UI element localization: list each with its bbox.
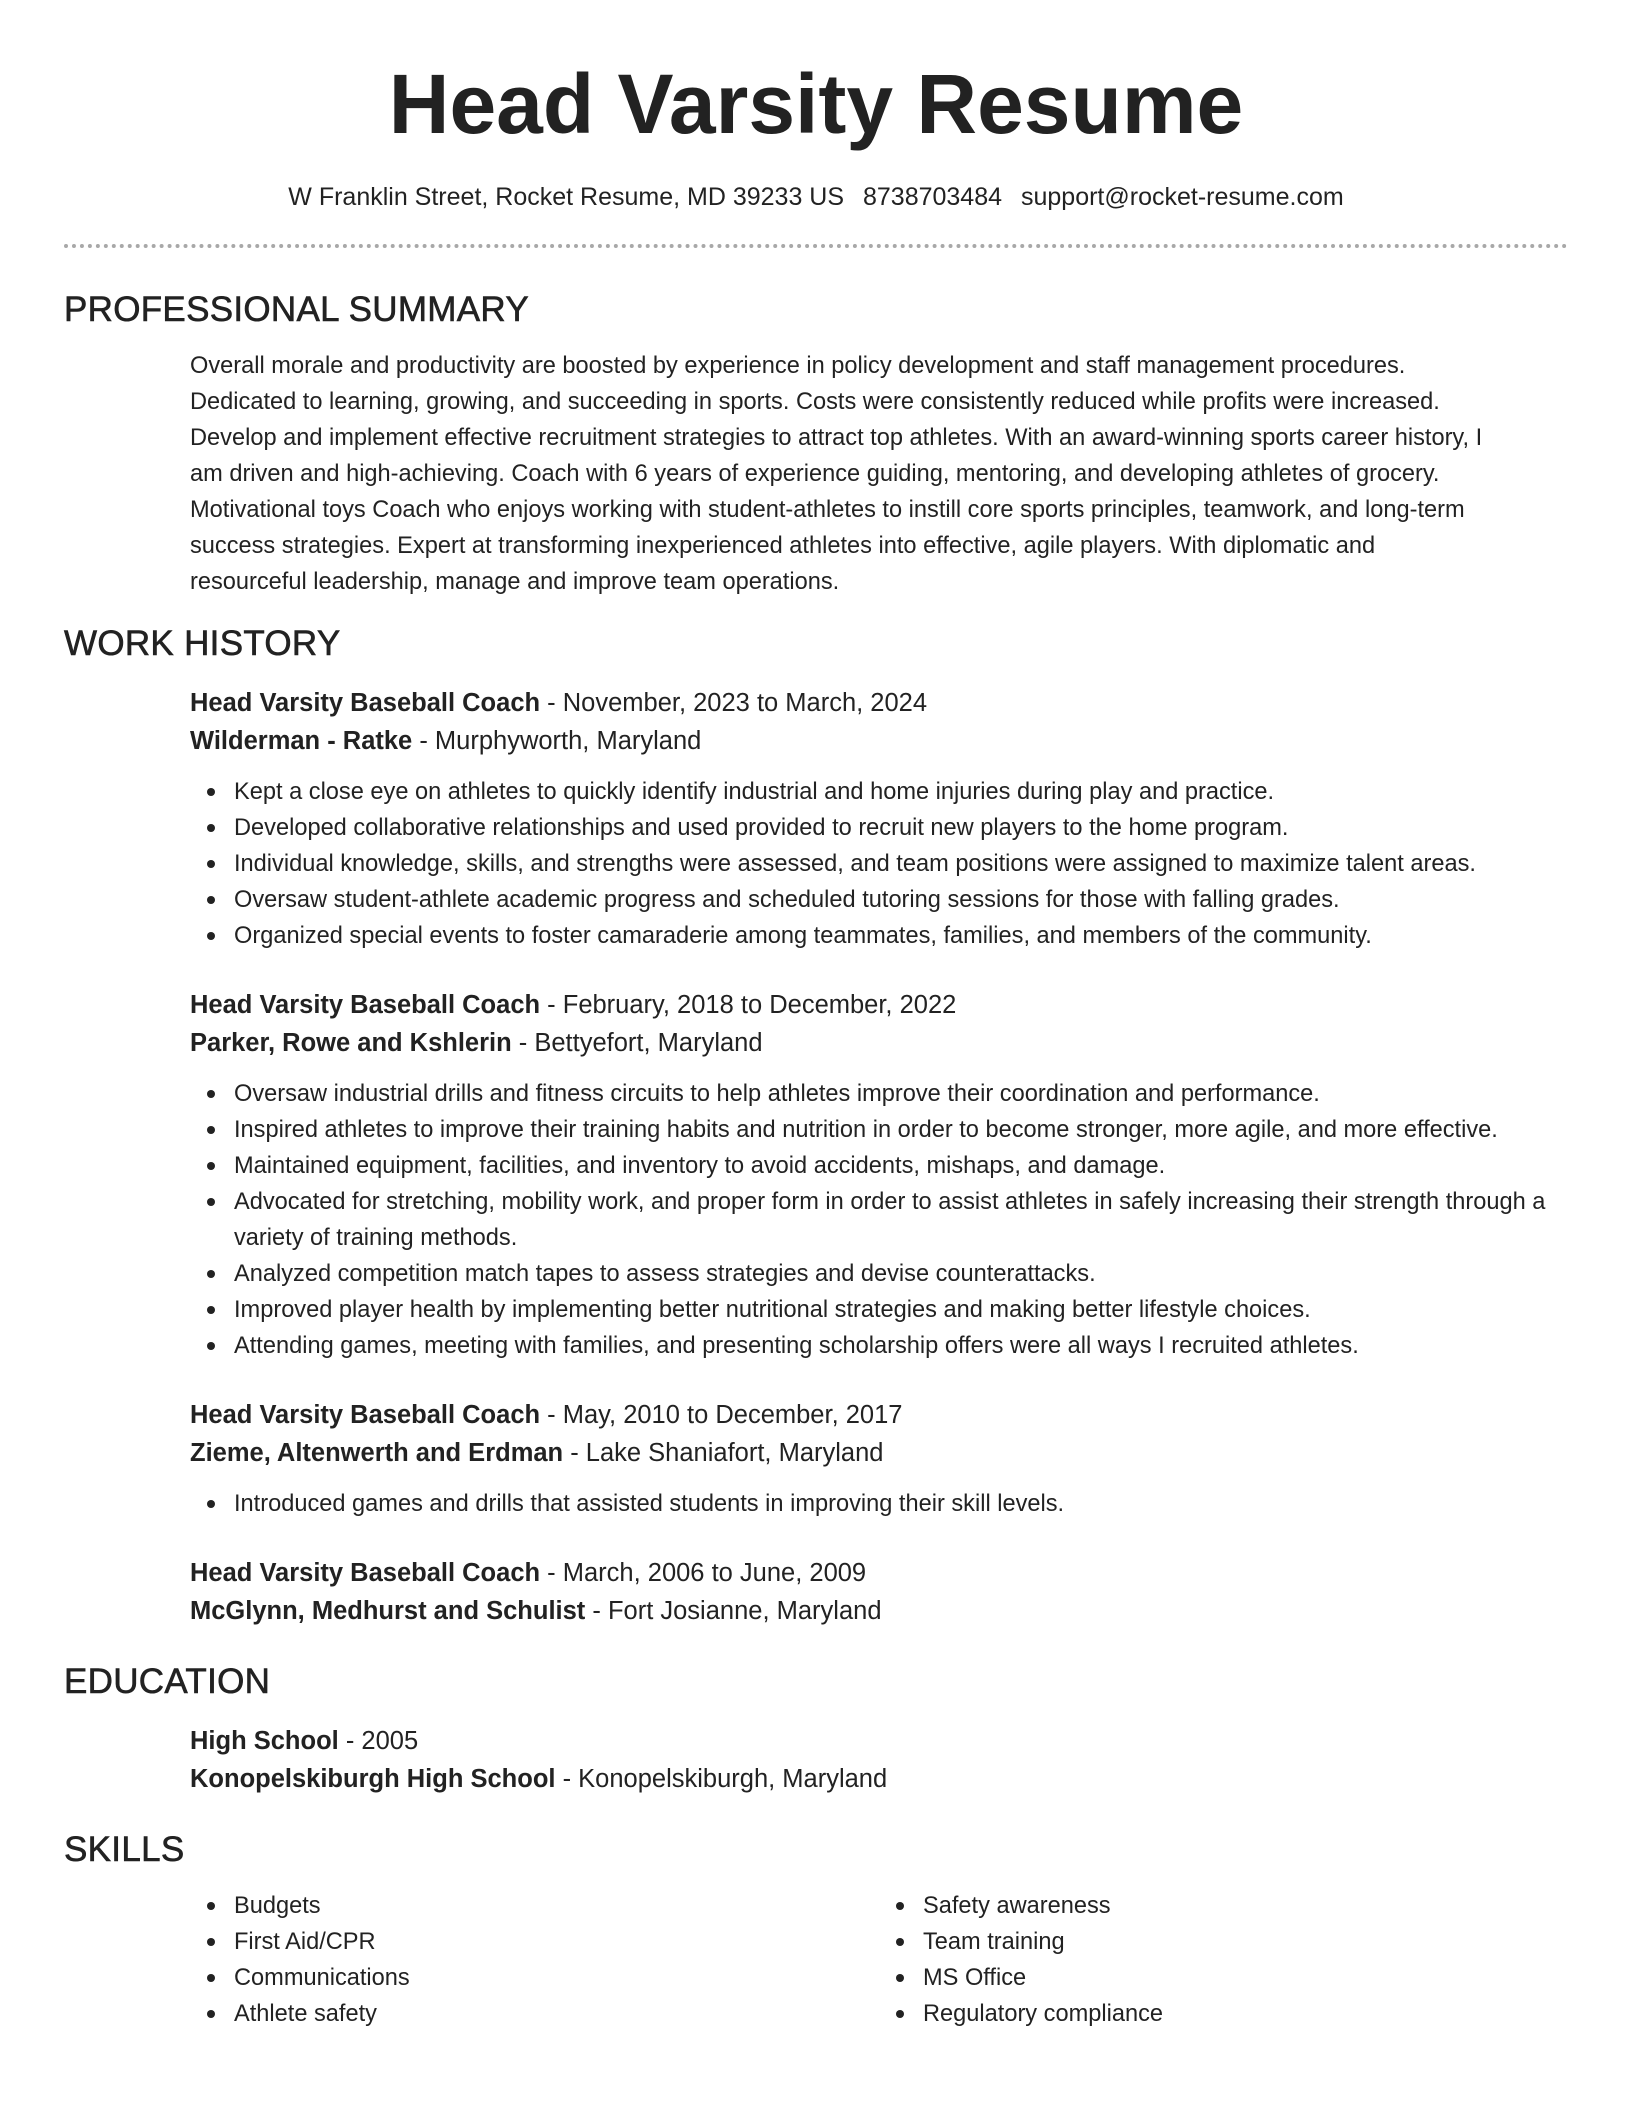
header-divider bbox=[64, 244, 1568, 248]
job-location: - Fort Josianne, Maryland bbox=[585, 1597, 882, 1625]
job-company: Parker, Rowe and Kshlerin bbox=[190, 1029, 512, 1057]
job-title: Head Varsity Baseball Coach bbox=[190, 1401, 541, 1429]
skill-item: Regulatory compliance bbox=[923, 1996, 1568, 2032]
education-location: - Konopelskiburgh, Maryland bbox=[555, 1765, 888, 1793]
job-bullet: Maintained equipment, facilities, and inventory to avoid accidents, mishaps, and damage. bbox=[234, 1148, 1568, 1184]
job-bullet: Oversaw industrial drills and fitness circuits to help athletes improve their coordination and performance. bbox=[234, 1076, 1568, 1112]
contact-phone: 8738703484 bbox=[862, 183, 1003, 211]
job-location: - Lake Shaniafort, Maryland bbox=[563, 1439, 884, 1467]
skills-section-title: SKILLS bbox=[64, 1830, 185, 1869]
job-dates: - February, 2018 to December, 2022 bbox=[540, 991, 957, 1019]
job-entry bbox=[190, 1554, 1568, 1630]
job-bullet: Attending games, meeting with families, and presenting scholarship offers were all ways I recruited athletes. bbox=[234, 1328, 1568, 1364]
job-company: Zieme, Altenwerth and Erdman bbox=[190, 1439, 564, 1467]
job-bullets bbox=[190, 774, 1568, 954]
job-bullet: Developed collaborative relationships and used provided to recruit new players to the home program. bbox=[234, 810, 1568, 846]
contact-email: support@rocket-resume.com bbox=[1020, 183, 1344, 211]
job-dates: - March, 2006 to June, 2009 bbox=[540, 1559, 867, 1587]
job-bullets bbox=[190, 1486, 1568, 1522]
contact-line bbox=[64, 180, 1568, 214]
job-title: Head Varsity Baseball Coach bbox=[190, 1559, 541, 1587]
summary-line: am driven and high-achieving. Coach with 6 years of experience guiding, mentoring, and developing athletes of grocery. bbox=[190, 461, 1440, 487]
job-company-line bbox=[190, 1592, 1568, 1630]
job-bullet: Improved player health by implementing better nutritional strategies and making better lifestyle choices. bbox=[234, 1292, 1568, 1328]
summary-line: Motivational toys Coach who enjoys working with student-athletes to instill core sports principles, teamwork, and long-term bbox=[190, 497, 1465, 523]
job-title-line bbox=[190, 1396, 1568, 1434]
job-bullet: Oversaw student-athlete academic progress and scheduled tutoring sessions for those with falling grades. bbox=[234, 882, 1568, 918]
job-location: - Bettyefort, Maryland bbox=[511, 1029, 763, 1057]
job-bullet: Advocated for stretching, mobility work, and proper form in order to assist athletes in safely increasing their strength through a variety of training methods. bbox=[234, 1184, 1568, 1256]
summary-text bbox=[190, 348, 1568, 600]
job-title-line bbox=[190, 1554, 1568, 1592]
summary-line: resourceful leadership, manage and improve team operations. bbox=[190, 569, 840, 595]
resume-page bbox=[64, 0, 1568, 2032]
resume-name: Head Varsity Resume bbox=[388, 57, 1244, 151]
job-bullet: Analyzed competition match tapes to assess strategies and devise counterattacks. bbox=[234, 1256, 1568, 1292]
skill-item: Safety awareness bbox=[923, 1888, 1568, 1924]
job-dates: - November, 2023 to March, 2024 bbox=[540, 689, 928, 717]
skill-item: Budgets bbox=[234, 1888, 879, 1924]
work-section-title: WORK HISTORY bbox=[64, 624, 341, 663]
job-company: McGlynn, Medhurst and Schulist bbox=[190, 1597, 586, 1625]
job-company: Wilderman - Ratke bbox=[190, 727, 413, 755]
job-bullet: Kept a close eye on athletes to quickly identify industrial and home injuries during play and practice. bbox=[234, 774, 1568, 810]
job-title: Head Varsity Baseball Coach bbox=[190, 689, 541, 717]
job-bullet: Introduced games and drills that assisted students in improving their skill levels. bbox=[234, 1486, 1568, 1522]
skill-item: Communications bbox=[234, 1960, 879, 1996]
job-company-line bbox=[190, 1434, 1568, 1472]
summary-line: Dedicated to learning, growing, and succeeding in sports. Costs were consistently reduced while profits were increased. bbox=[190, 389, 1440, 415]
contact-address: W Franklin Street, Rocket Resume, MD 39233 US bbox=[288, 183, 845, 211]
skill-item: MS Office bbox=[923, 1960, 1568, 1996]
job-company-line bbox=[190, 1024, 1568, 1062]
job-bullets bbox=[190, 1076, 1568, 1364]
job-company-line bbox=[190, 722, 1568, 760]
education-year: - 2005 bbox=[338, 1727, 419, 1755]
job-title-line bbox=[190, 684, 1568, 722]
skills-column-right bbox=[879, 1888, 1568, 2032]
education-entry bbox=[190, 1722, 1568, 1798]
skill-item: First Aid/CPR bbox=[234, 1924, 879, 1960]
job-bullet: Organized special events to foster camaraderie among teammates, families, and members of the community. bbox=[234, 918, 1568, 954]
job-entry bbox=[190, 986, 1568, 1364]
skill-item: Athlete safety bbox=[234, 1996, 879, 2032]
skills-column-left bbox=[190, 1888, 879, 2032]
education-section-title: EDUCATION bbox=[64, 1662, 271, 1701]
education-school: Konopelskiburgh High School bbox=[190, 1765, 556, 1793]
job-bullet: Inspired athletes to improve their training habits and nutrition in order to become stronger, more agile, and more effective. bbox=[234, 1112, 1568, 1148]
job-title: Head Varsity Baseball Coach bbox=[190, 991, 541, 1019]
job-entry bbox=[190, 1396, 1568, 1522]
job-bullet: Individual knowledge, skills, and strengths were assessed, and team positions were assigned to maximize talent areas. bbox=[234, 846, 1568, 882]
education-school-line bbox=[190, 1760, 1568, 1798]
skill-item: Team training bbox=[923, 1924, 1568, 1960]
job-dates: - May, 2010 to December, 2017 bbox=[540, 1401, 903, 1429]
skills-grid bbox=[190, 1888, 1568, 2032]
job-entry bbox=[190, 684, 1568, 954]
summary-line: success strategies. Expert at transforming inexperienced athletes into effective, agile players. With diplomatic and bbox=[190, 533, 1376, 559]
education-degree-line bbox=[190, 1722, 1568, 1760]
summary-section-title: PROFESSIONAL SUMMARY bbox=[64, 290, 529, 329]
job-title-line bbox=[190, 986, 1568, 1024]
summary-line: Develop and implement effective recruitment strategies to attract top athletes. With an award-winning sports career history, I bbox=[190, 425, 1483, 451]
summary-line: Overall morale and productivity are boosted by experience in policy development and staff management procedures. bbox=[190, 353, 1406, 379]
education-degree: High School bbox=[190, 1727, 339, 1755]
job-location: - Murphyworth, Maryland bbox=[412, 727, 702, 755]
